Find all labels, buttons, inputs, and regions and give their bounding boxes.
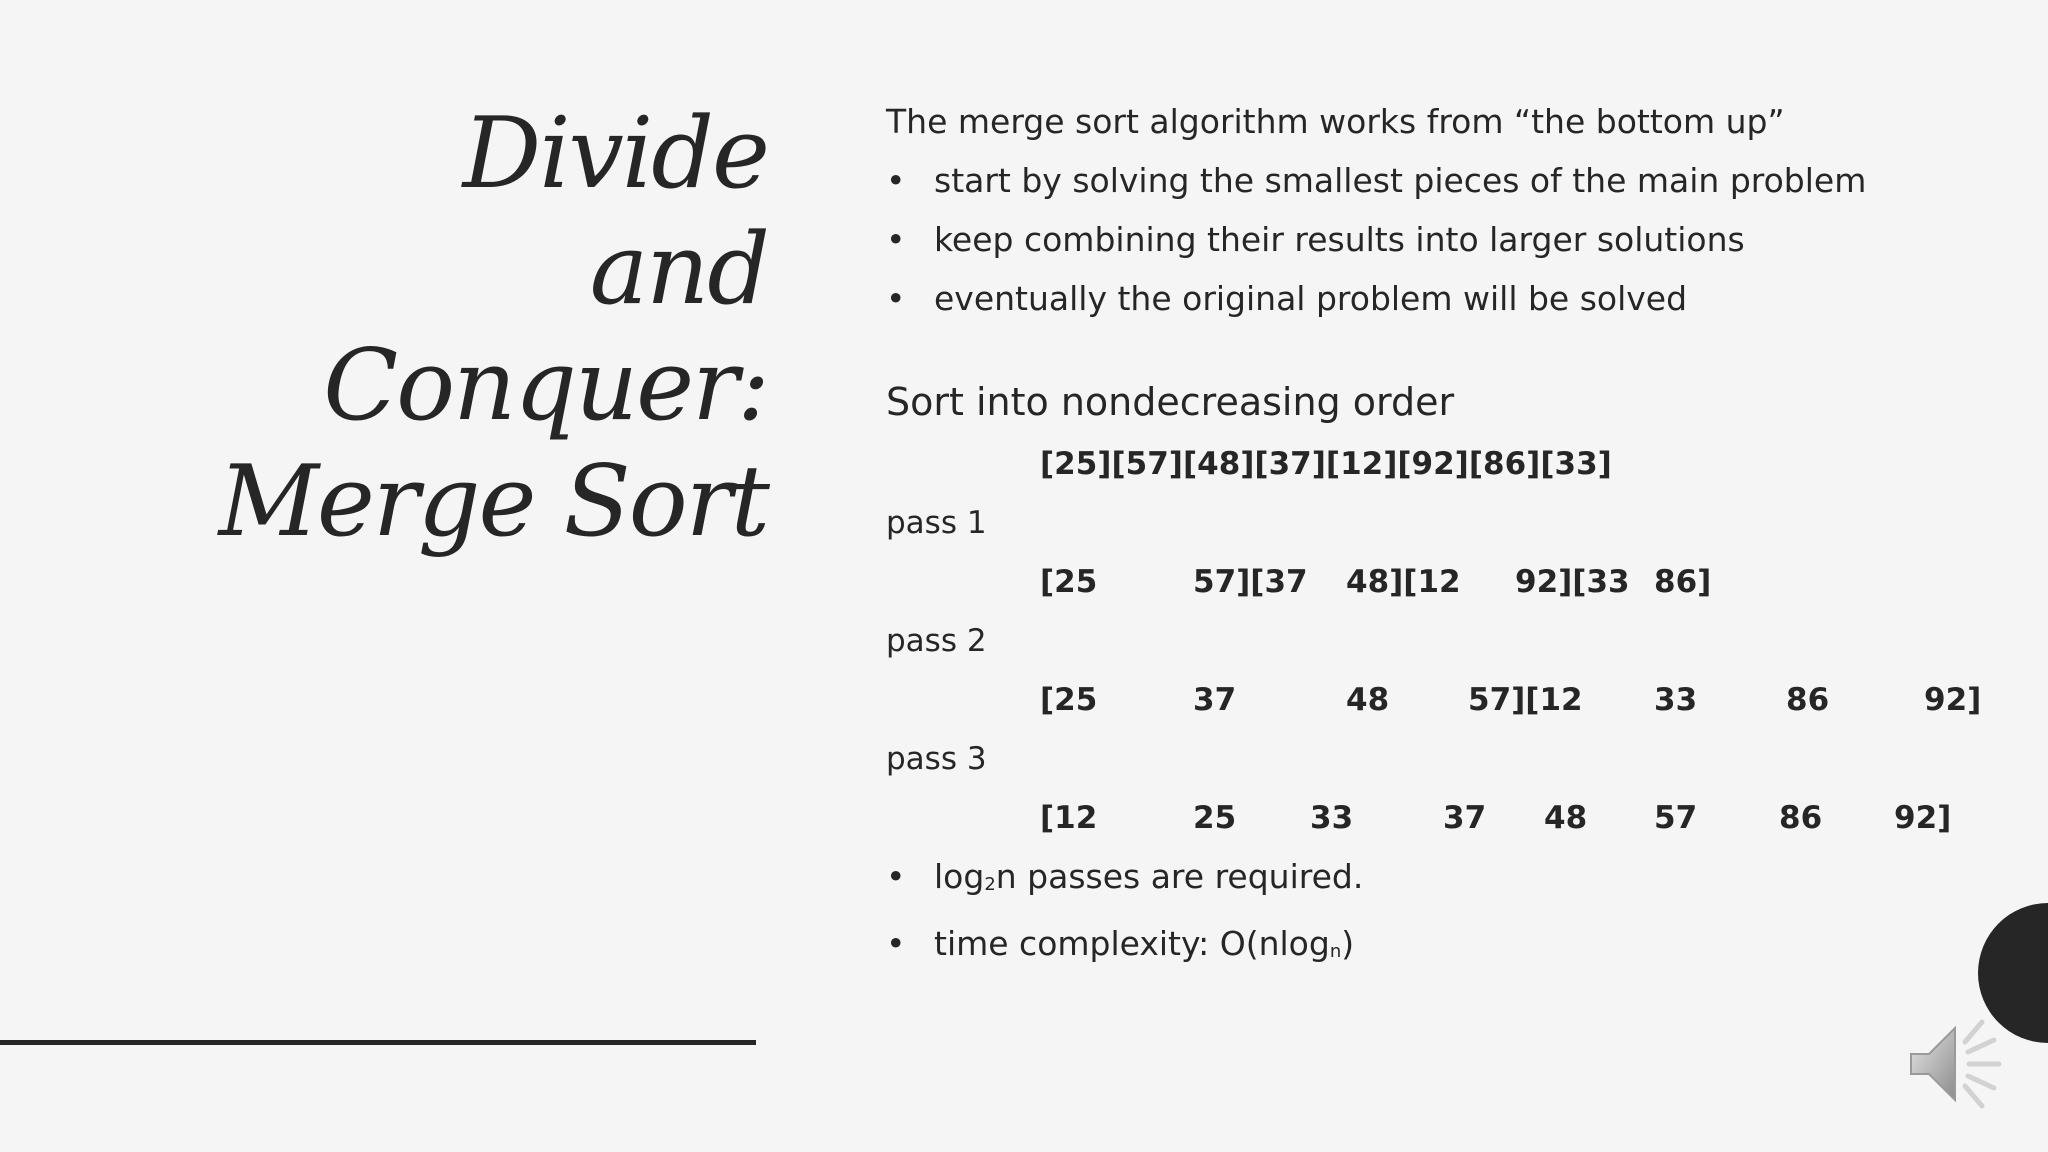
pass-1-token: 86]: [1654, 564, 1712, 600]
bullet-item: • start by solving the smallest pieces of the main problem: [886, 159, 2026, 203]
speaker-icon[interactable]: [1905, 1016, 2009, 1112]
passes-required-bullet: [886, 855, 2026, 907]
pass-3-token: 25: [1193, 800, 1237, 836]
sort-subheading: Sort into nondecreasing order: [886, 380, 1455, 424]
pass-2-token: 37: [1193, 682, 1237, 718]
pass-2-label: pass 2: [886, 623, 987, 659]
complexity-bullets: [886, 855, 2026, 974]
pass-3-token: 86: [1779, 800, 1823, 836]
time-prefix: time complexity: O(nlog: [934, 924, 1330, 963]
pass-2-token: 86: [1786, 682, 1830, 718]
pass-2-row: [886, 671, 2026, 729]
pass-3-token: [12: [1040, 800, 1098, 836]
pass-1-token: 57][37: [1193, 564, 1308, 600]
slide-title: [219, 96, 768, 560]
pass-1-token: [25: [1040, 564, 1098, 600]
pass-2-token: 92]: [1924, 682, 1982, 718]
pass-1-label: pass 1: [886, 505, 987, 541]
initial-array: [886, 435, 2026, 493]
pass-3-token: 33: [1310, 800, 1354, 836]
time-suffix: ): [1341, 924, 1355, 963]
pass-3-label: pass 3: [886, 741, 987, 777]
pass-3-token: 37: [1443, 800, 1487, 836]
log-prefix: log: [934, 857, 985, 896]
pass-1-token: 92][33: [1515, 564, 1630, 600]
time-complexity-bullet: [886, 922, 2026, 974]
intro-bullets: [886, 159, 2026, 321]
initial-array-text: [25][57][48][37][12][92][86][33]: [1040, 446, 1612, 482]
title-line-4: Merge Sort: [218, 445, 768, 559]
log-base: 2: [984, 874, 996, 895]
pass-1-row: [886, 553, 2026, 611]
title-line-1: Divide: [462, 97, 768, 211]
bullet-item: • keep combining their results into larger solutions: [886, 218, 2026, 262]
pass-3-token: 92]: [1894, 800, 1952, 836]
slide-content: [886, 100, 2026, 989]
title-line-2: and: [589, 213, 768, 327]
pass-2-token: [25: [1040, 682, 1098, 718]
pass-1-token: 48][12: [1346, 564, 1461, 600]
log-suffix: n passes are required.: [995, 857, 1364, 896]
pass-3-token: 57: [1654, 800, 1698, 836]
pass-2-token: 48: [1346, 682, 1390, 718]
time-sub: n: [1329, 941, 1342, 962]
title-line-3: Conquer:: [323, 329, 768, 443]
title-underline: [0, 1040, 756, 1045]
pass-2-token: 57][12: [1468, 682, 1583, 718]
bullet-item: • eventually the original problem will be solved: [886, 277, 2026, 321]
pass-2-token: 33: [1654, 682, 1698, 718]
pass-3-token: 48: [1544, 800, 1588, 836]
pass-3-row: [886, 789, 2026, 847]
intro-text: The merge sort algorithm works from “the bottom up”: [886, 102, 1785, 141]
